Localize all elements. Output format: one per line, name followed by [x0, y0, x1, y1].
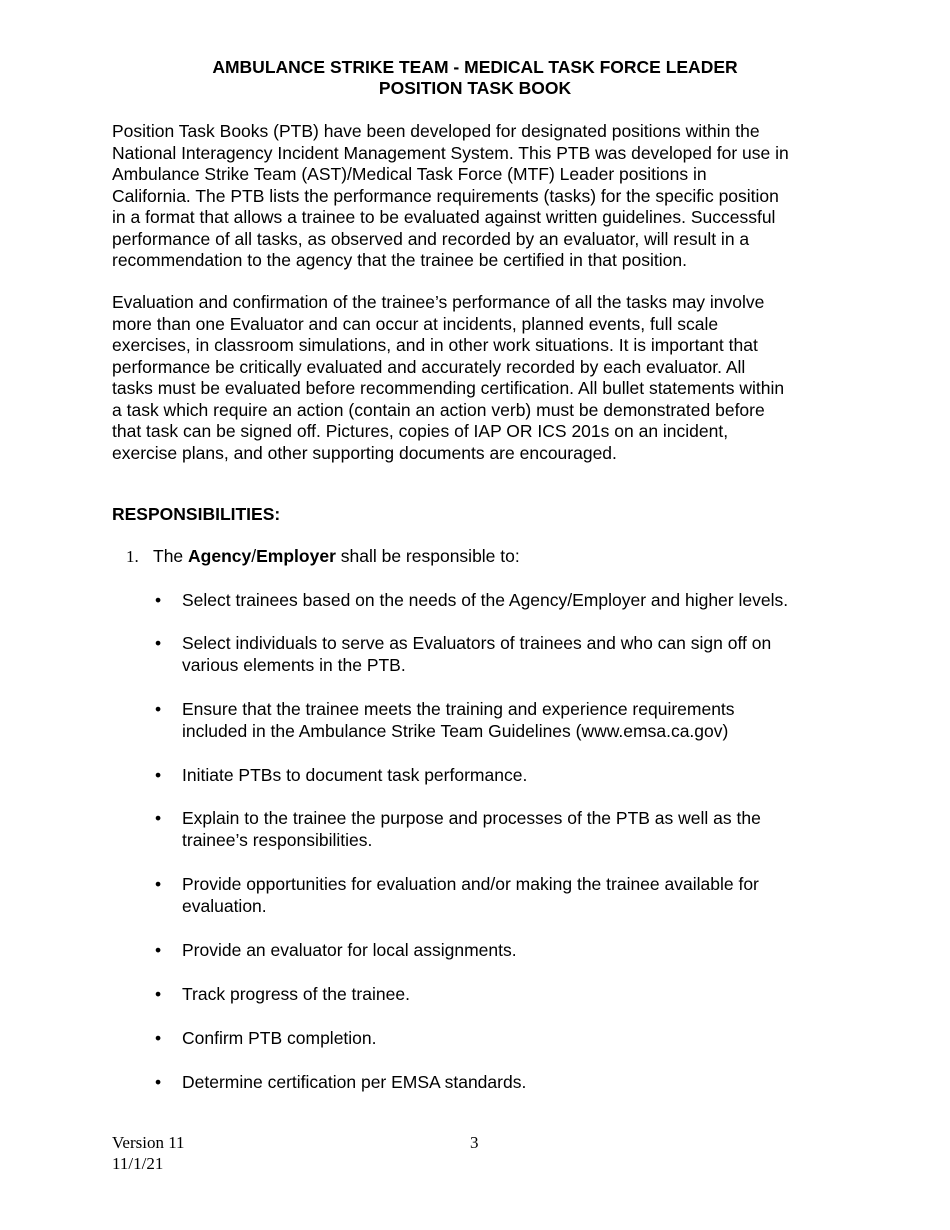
paragraph-line: Evaluation and confirmation of the trainee’s performance of all the tasks may involve — [112, 292, 765, 312]
bullet-icon: • — [155, 940, 162, 960]
paragraph-line: tasks must be evaluated before recommending certification. All bullet statements within — [112, 378, 785, 398]
paragraph-line: performance of all tasks, as observed and recorded by an evaluator, will result in a — [112, 228, 750, 249]
bullet-icon: • — [155, 874, 162, 894]
bullet-icon: • — [155, 1028, 162, 1048]
bullet-icon: • — [155, 699, 162, 719]
bullet-text: various elements in the PTB. — [182, 654, 406, 675]
bullet-icon: • — [155, 984, 162, 1004]
paragraph-line: National Interagency Incident Management System. This PTB was developed for use in — [112, 142, 789, 163]
intro-paragraph-2 — [112, 292, 847, 464]
paragraph-line: exercise plans, and other supporting documents are encouraged. — [112, 442, 617, 463]
bullet-text: Confirm PTB completion. — [182, 1028, 377, 1048]
paragraph-line: more than one Evaluator and can occur at incidents, planned events, full scale — [112, 313, 719, 334]
paragraph-line: that task can be signed off. Pictures, copies of IAP OR ICS 201s on an incident, — [112, 421, 729, 441]
bullet-text: Explain to the trainee the purpose and processes of the PTB as well as the — [182, 808, 761, 828]
bullet-text: Determine certification per EMSA standards. — [182, 1072, 527, 1092]
document-title-line-1: AMBULANCE STRIKE TEAM - MEDICAL TASK FORCE LEADER — [212, 57, 738, 77]
item-slash: / — [251, 546, 257, 566]
bullet-text: Ensure that the trainee meets the training and experience requirements — [182, 699, 735, 719]
bullet-text: Select individuals to serve as Evaluators of trainees and who can sign off on — [182, 633, 772, 653]
paragraph-line: Position Task Books (PTB) have been developed for designated positions within the — [112, 121, 760, 141]
bullet-text: included in the Ambulance Strike Team Guidelines (www.emsa.ca.gov) — [182, 720, 729, 741]
bullet-icon: • — [155, 1072, 162, 1092]
bullet-text: Initiate PTBs to document task performance. — [182, 765, 528, 785]
bullet-icon: • — [155, 590, 162, 610]
responsibilities-heading: RESPONSIBILITIES: — [112, 504, 281, 524]
footer-version: Version 11 — [112, 1133, 185, 1152]
bullet-text: trainee’s responsibilities. — [182, 829, 373, 850]
paragraph-line: performance be critically evaluated and accurately recorded by each evaluator. All — [112, 356, 746, 377]
footer-date: 11/1/21 — [112, 1154, 164, 1173]
bullet-text: Track progress of the trainee. — [182, 984, 410, 1004]
document-title-line-2: POSITION TASK BOOK — [378, 78, 572, 98]
bullet-text: Provide an evaluator for local assignments. — [182, 940, 517, 960]
paragraph-line: recommendation to the agency that the trainee be certified in that position. — [112, 250, 687, 270]
bullet-icon: • — [155, 765, 162, 785]
bullet-text: Select trainees based on the needs of the Agency/Employer and higher levels. — [182, 590, 789, 610]
page-number: 3 — [470, 1133, 479, 1152]
item-suffix: shall be responsible to: — [335, 546, 520, 566]
paragraph-line: Ambulance Strike Team (AST)/Medical Task Force (MTF) Leader positions in — [112, 164, 707, 184]
item-prefix: The — [153, 546, 189, 566]
item-bold-employer: Employer — [256, 546, 336, 566]
numbered-item-1 — [126, 546, 520, 567]
intro-paragraph-1 — [112, 121, 847, 272]
bullet-text: Provide opportunities for evaluation and/or making the trainee available for — [182, 874, 759, 894]
bullet-icon: • — [155, 808, 162, 828]
bullet-icon: • — [155, 633, 162, 653]
item-bold-agency: Agency — [188, 546, 252, 566]
paragraph-line: California. The PTB lists the performance requirements (tasks) for the specific position — [112, 185, 779, 206]
paragraph-line: exercises, in classroom simulations, and in other work situations. It is important that — [112, 335, 758, 355]
bullet-text: evaluation. — [182, 895, 267, 916]
paragraph-line: a task which require an action (contain an action verb) must be demonstrated before — [112, 399, 765, 420]
paragraph-line: in a format that allows a trainee to be evaluated against written guidelines. Successful — [112, 207, 776, 227]
item-number: 1. — [126, 547, 139, 566]
